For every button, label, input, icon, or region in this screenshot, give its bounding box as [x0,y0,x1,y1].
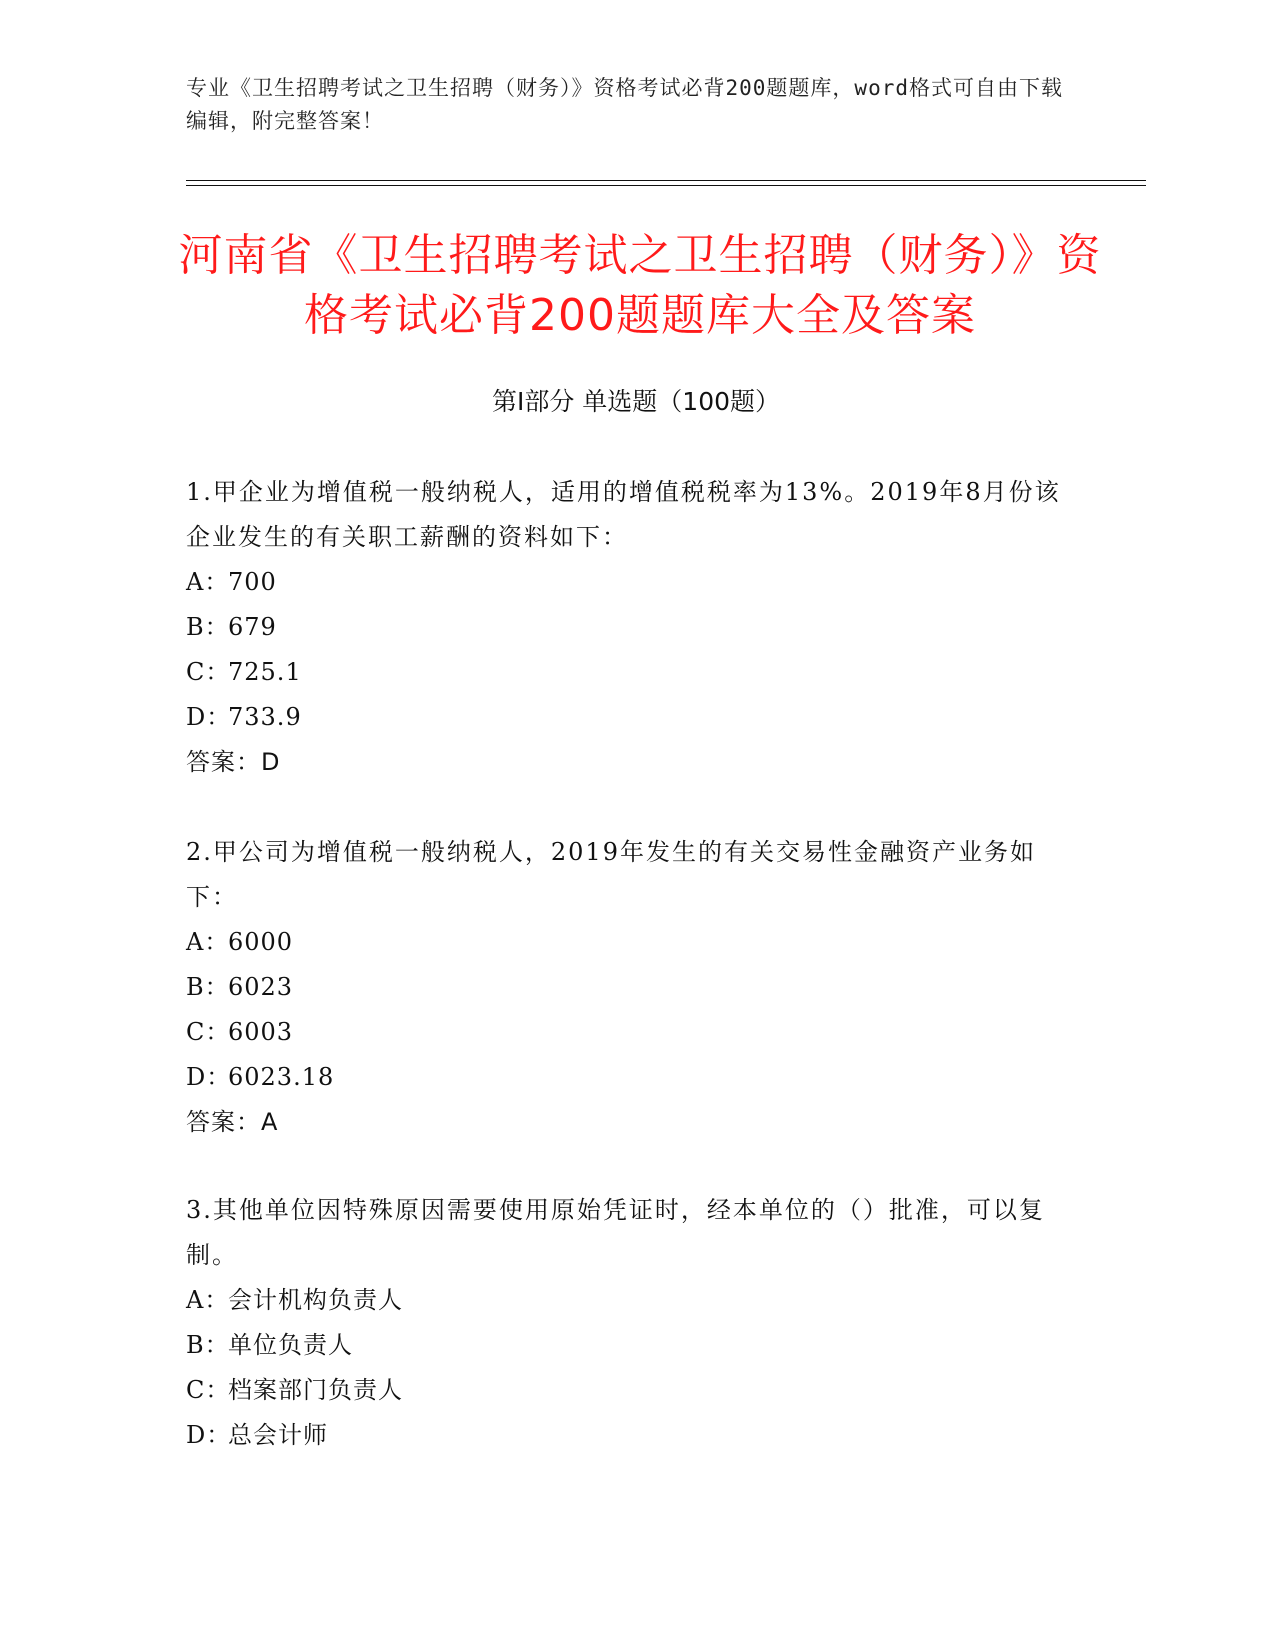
header-divider-top [186,180,1146,181]
question-stem: 3.其他单位因特殊原因需要使用原始凭证时，经本单位的（）批准，可以复制。 [186,1196,1045,1269]
option-text: 679 [228,613,277,641]
option-text: 6003 [228,1018,294,1046]
document-title: 河南省《卫生招聘考试之卫生招聘（财务）》资格考试必背200题题库大全及答案 [178,230,1102,341]
option-letter: B： [186,973,230,1001]
option-d [186,695,1066,740]
option-letter: B： [186,613,230,641]
option-text: 6023 [228,973,294,1001]
answer-line: 答案：A [186,1108,279,1136]
header-divider-bottom [186,185,1146,186]
option-text: 733.9 [228,703,302,731]
option-b [186,965,1066,1010]
header-note: 专业《卫生招聘考试之卫生招聘（财务）》资格考试必背200题题库，word格式可自由下载编辑，附完整答案！ [186,76,1063,133]
option-text: 会计机构负责人 [228,1286,403,1314]
option-d [186,1055,1066,1100]
question-1 [186,470,1066,785]
option-letter: A： [186,1286,230,1314]
question-3 [186,1188,1066,1458]
option-text: 6023.18 [228,1063,335,1091]
question-2 [186,830,1066,1145]
option-b [186,605,1066,650]
section-title: 第Ⅰ部分 单选题（100题） [491,387,781,416]
option-letter: A： [186,568,230,596]
option-b [186,1323,1066,1368]
option-d [186,1413,1066,1458]
option-c [186,1010,1066,1055]
option-text: 档案部门负责人 [228,1376,403,1404]
answer-line: 答案：D [186,748,281,776]
option-a [186,560,1066,605]
option-a [186,920,1066,965]
option-text: 6000 [228,928,294,956]
option-letter: B： [186,1331,230,1359]
option-text: 单位负责人 [228,1331,353,1359]
option-c [186,1368,1066,1413]
option-a [186,1278,1066,1323]
option-letter: A： [186,928,230,956]
question-stem: 2.甲公司为增值税一般纳税人，2019年发生的有关交易性金融资产业务如下： [186,838,1036,911]
option-letter: D： [186,703,232,731]
option-c [186,650,1066,695]
question-stem: 1.甲企业为增值税一般纳税人，适用的增值税税率为13%。2019年8月份该企业发生的有关职工薪酬的资料如下： [186,478,1061,551]
option-letter: C： [186,658,231,686]
option-text: 总会计师 [228,1421,328,1449]
option-text: 725.1 [228,658,302,686]
option-text: 700 [228,568,277,596]
option-letter: D： [186,1421,232,1449]
option-letter: D： [186,1063,232,1091]
option-letter: C： [186,1376,231,1404]
option-letter: C： [186,1018,231,1046]
